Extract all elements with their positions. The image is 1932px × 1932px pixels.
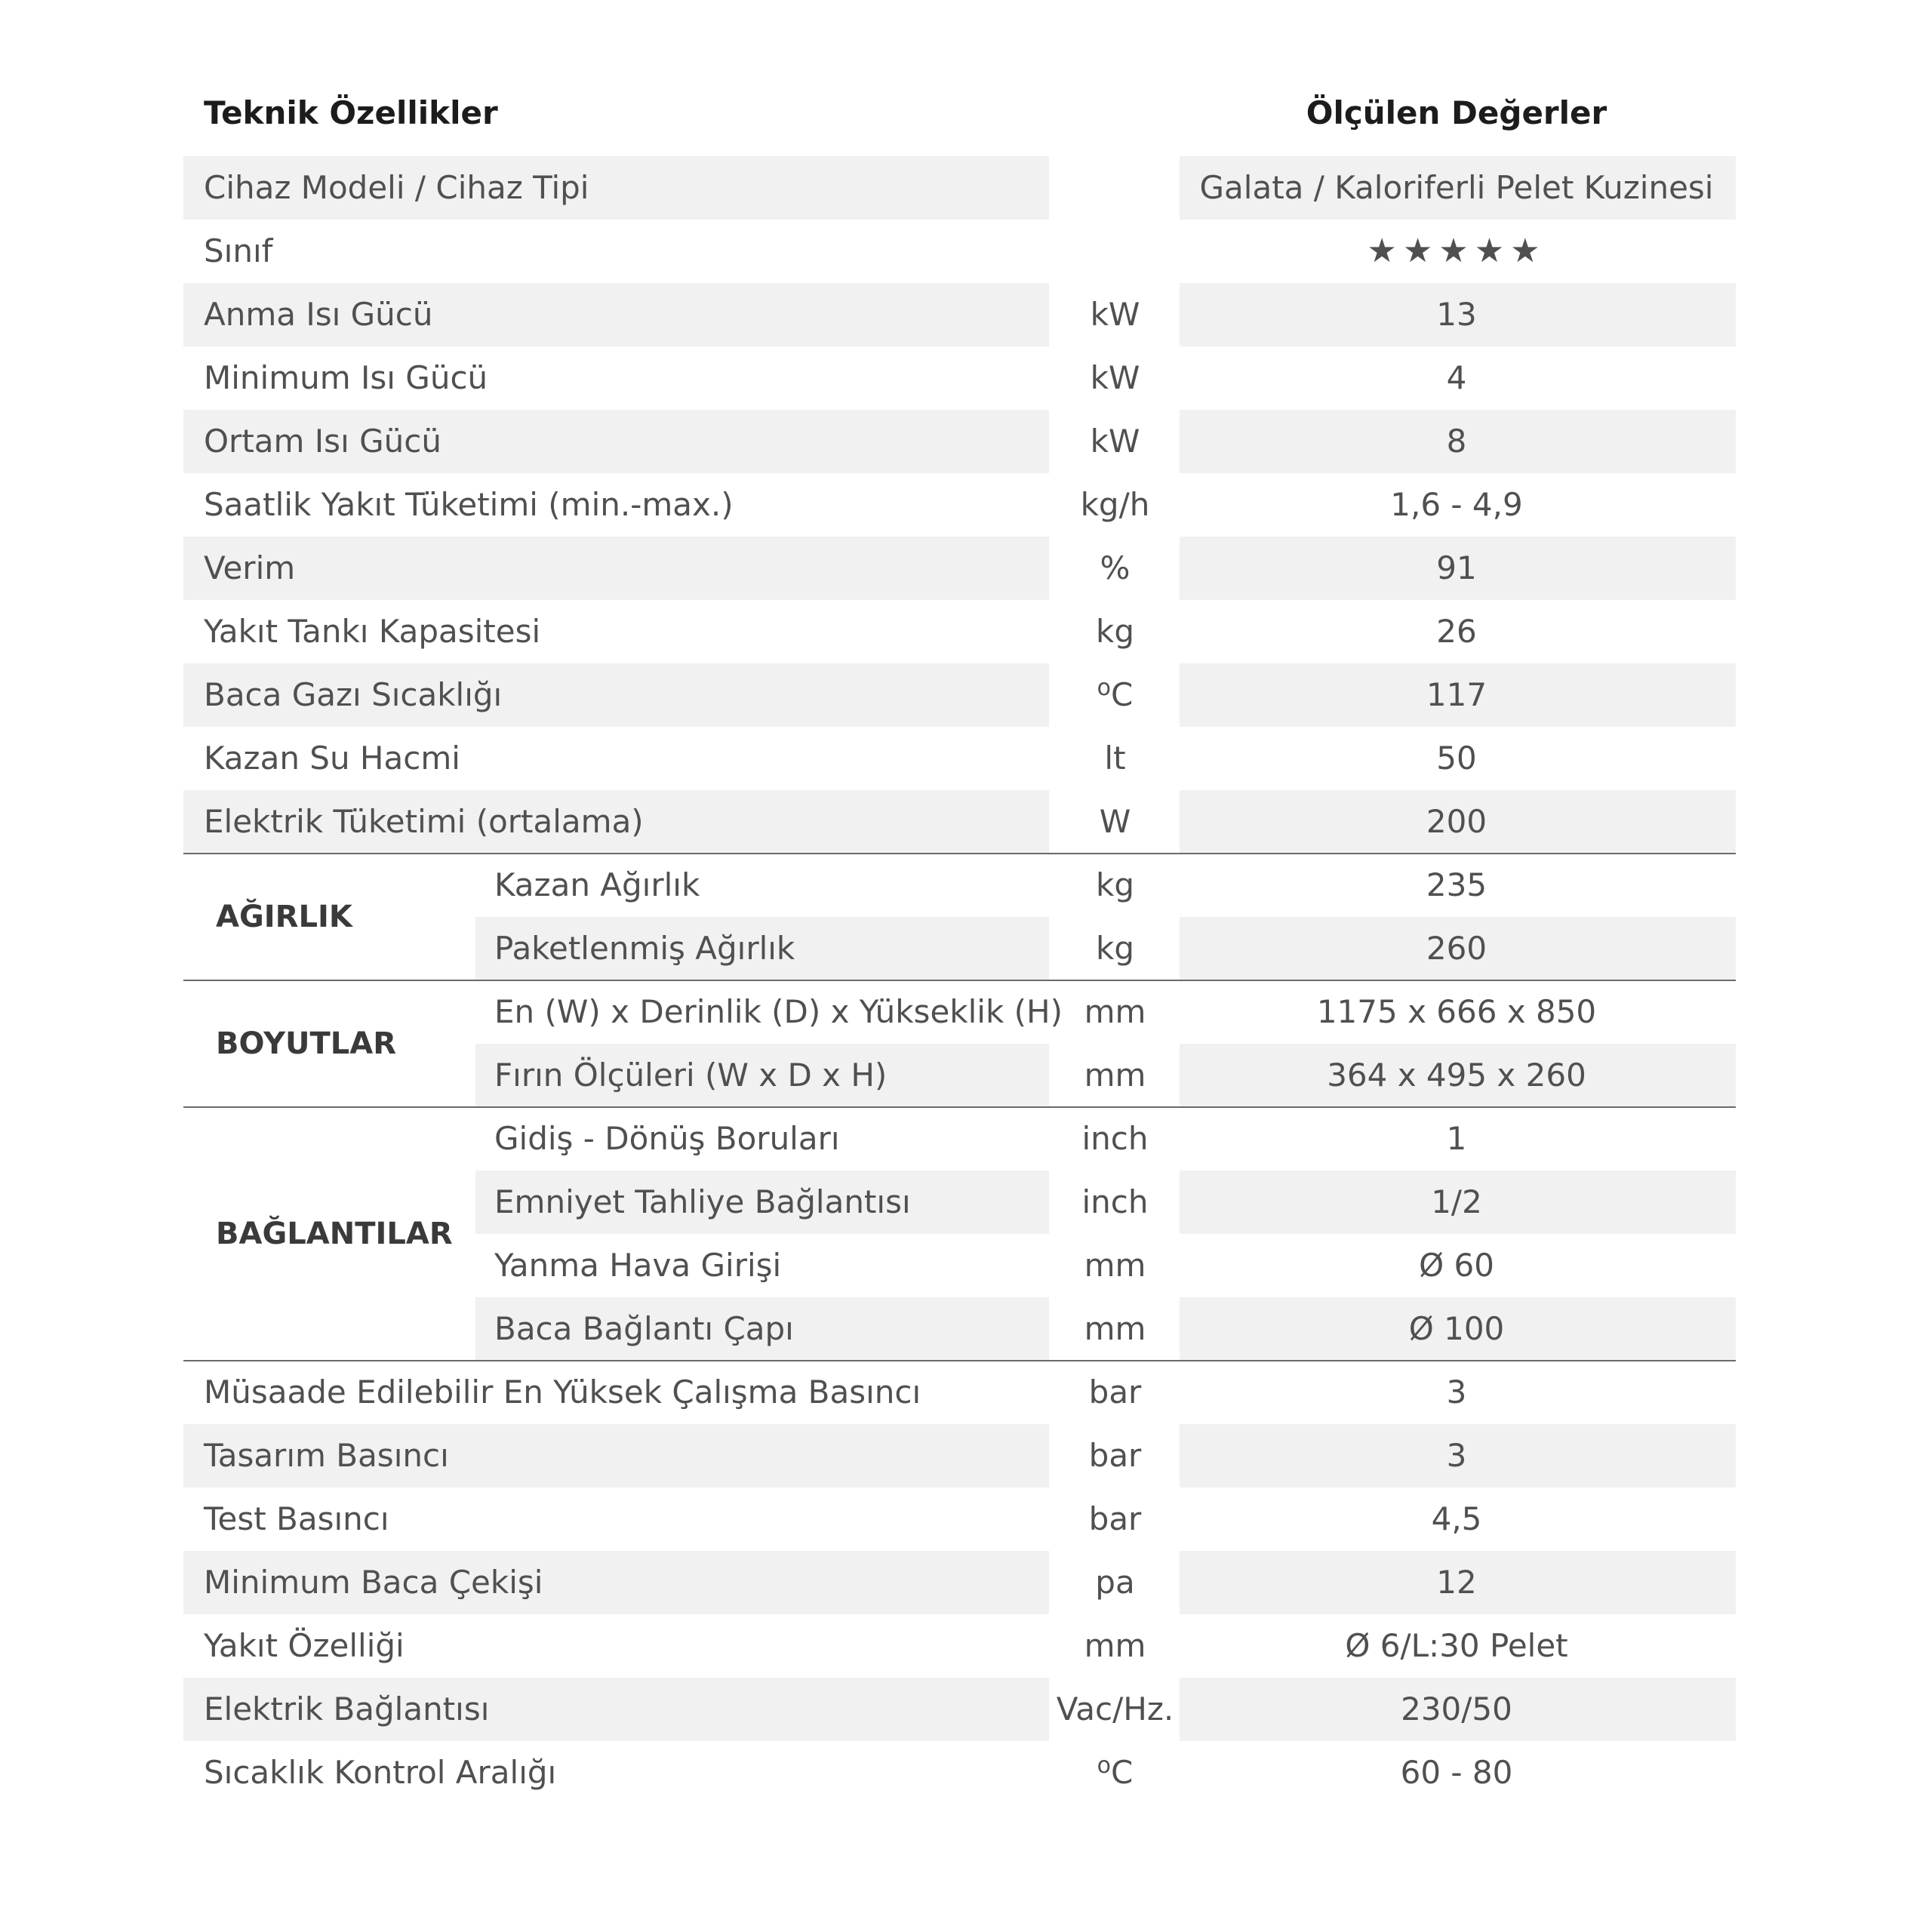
spec-unit: mm (1084, 993, 1146, 1030)
spec-value: 235 (1426, 866, 1487, 903)
spec-value: 1/2 (1431, 1183, 1482, 1220)
table-row (0, 1741, 1932, 1804)
spec-unit: bar (1088, 1374, 1142, 1411)
spec-label: En (W) x Derinlik (D) x Yükseklik (H) (494, 993, 1063, 1030)
spec-unit (1049, 156, 1181, 220)
spec-unit: pa (1095, 1564, 1135, 1601)
spec-value: 50 (1436, 740, 1477, 777)
table-row (0, 410, 1932, 473)
spec-label: Baca Bağlantı Çapı (494, 1310, 794, 1347)
spec-label: Minimum Baca Çekişi (204, 1564, 543, 1601)
group-title-agirlik: AĞIRLIK (216, 900, 352, 934)
spec-value: Ø 6/L:30 Pelet (1345, 1627, 1568, 1664)
spec-unit: mm (1084, 1310, 1146, 1347)
spec-unit: mm (1084, 1057, 1146, 1094)
spec-unit: inch (1081, 1183, 1149, 1220)
spec-unit: mm (1084, 1247, 1146, 1284)
spec-value: 1175 x 666 x 850 (1316, 993, 1597, 1030)
spec-value: 12 (1436, 1564, 1477, 1601)
table-row (0, 600, 1932, 663)
spec-value: 60 - 80 (1400, 1754, 1513, 1791)
group-title-baglantilar: BAĞLANTILAR (216, 1217, 453, 1251)
table-row (0, 220, 1932, 283)
spec-unit: kg/h (1080, 486, 1150, 523)
spec-value: 3 (1446, 1437, 1467, 1474)
spec-value: 200 (1426, 803, 1487, 840)
spec-label: Gidiş - Dönüş Boruları (494, 1120, 840, 1157)
table-row (0, 346, 1932, 410)
spec-unit: inch (1081, 1120, 1149, 1157)
header-measured-values: Ölçülen Değerler (1306, 94, 1607, 131)
spec-unit: kW (1090, 296, 1140, 333)
spec-label: Ortam Isı Gücü (204, 423, 441, 460)
spec-label: Anma Isı Gücü (204, 296, 433, 333)
spec-label: Yakıt Tankı Kapasitesi (204, 613, 541, 650)
spec-label: Tasarım Basıncı (204, 1437, 449, 1474)
spec-label: Emniyet Tahliye Bağlantısı (494, 1183, 911, 1220)
table-row (0, 473, 1932, 537)
spec-label: Verim (204, 549, 296, 586)
spec-label: Saatlik Yakıt Tüketimi (min.-max.) (204, 486, 734, 523)
spec-value: Ø 100 (1408, 1310, 1505, 1347)
spec-label: Test Basıncı (204, 1500, 389, 1537)
table-row (0, 283, 1932, 346)
table-row (0, 1361, 1932, 1424)
spec-unit: kg (1096, 930, 1134, 967)
spec-label: Yanma Hava Girişi (494, 1247, 782, 1284)
table-row (0, 790, 1932, 854)
table-row (0, 663, 1932, 727)
spec-value: 4,5 (1431, 1500, 1482, 1537)
spec-value: 230/50 (1401, 1690, 1512, 1727)
spec-value: 4 (1446, 359, 1467, 396)
spec-unit: bar (1088, 1500, 1142, 1537)
spec-value: 1,6 - 4,9 (1390, 486, 1523, 523)
spec-unit: bar (1088, 1437, 1142, 1474)
spec-value: 117 (1426, 676, 1487, 713)
spec-label: Elektrik Tüketimi (ortalama) (204, 803, 644, 840)
spec-value: 260 (1426, 930, 1487, 967)
spec-label: Cihaz Modeli / Cihaz Tipi (204, 169, 589, 206)
spec-label: Paketlenmiş Ağırlık (494, 930, 795, 967)
spec-unit: W (1099, 803, 1131, 840)
spec-unit: Vac/Hz. (1056, 1690, 1174, 1727)
table-row (0, 156, 1932, 220)
spec-unit: mm (1084, 1627, 1146, 1664)
group-title-boyutlar: BOYUTLAR (216, 1026, 397, 1061)
spec-label: Minimum Isı Gücü (204, 359, 488, 396)
row-shade-left (183, 537, 1049, 600)
rating-stars: ★★★★★ (1367, 232, 1546, 270)
spec-unit: kg (1096, 613, 1134, 650)
spec-unit: kW (1090, 423, 1140, 460)
spec-value: 1 (1446, 1120, 1467, 1157)
unit-degree-sign: o (1097, 675, 1112, 701)
spec-value: 13 (1436, 296, 1477, 333)
spec-value: Galata / Kaloriferli Pelet Kuzinesi (1199, 169, 1714, 206)
spec-unit: $^o$C (1097, 1752, 1134, 1791)
spec-value: 26 (1436, 613, 1477, 650)
spec-unit (1049, 220, 1181, 283)
spec-unit: lt (1104, 740, 1126, 777)
table-row (0, 1424, 1932, 1487)
spec-label: Yakıt Özelliği (204, 1627, 405, 1664)
spec-label: Müsaade Edilebilir En Yüksek Çalışma Basıncı (204, 1374, 921, 1411)
spec-unit: kg (1096, 866, 1134, 903)
header-technical-specs: Teknik Özellikler (204, 94, 498, 131)
spec-unit: $^o$C (1097, 675, 1134, 713)
spec-label: Kazan Ağırlık (494, 866, 700, 903)
table-row (0, 1487, 1932, 1551)
spec-unit: kW (1090, 359, 1140, 396)
table-row (0, 1551, 1932, 1614)
spec-value: 364 x 495 x 260 (1327, 1057, 1586, 1094)
spec-unit: % (1100, 549, 1131, 586)
unit-degree-sign: o (1097, 1752, 1112, 1779)
spec-label: Sıcaklık Kontrol Aralığı (204, 1754, 557, 1791)
spec-label: Fırın Ölçüleri (W x D x H) (494, 1057, 888, 1094)
table-row (0, 1614, 1932, 1678)
spec-value: 91 (1436, 549, 1477, 586)
spec-value: 3 (1446, 1374, 1467, 1411)
table-row (0, 1678, 1932, 1741)
spec-value: Ø 60 (1419, 1247, 1494, 1284)
spec-label: Elektrik Bağlantısı (204, 1690, 490, 1727)
table-row (0, 727, 1932, 790)
spec-label: Kazan Su Hacmi (204, 740, 460, 777)
spec-label: Baca Gazı Sıcaklığı (204, 676, 503, 713)
table-row (0, 537, 1932, 600)
spec-value: 8 (1446, 423, 1467, 460)
spec-label: Sınıf (204, 232, 273, 269)
